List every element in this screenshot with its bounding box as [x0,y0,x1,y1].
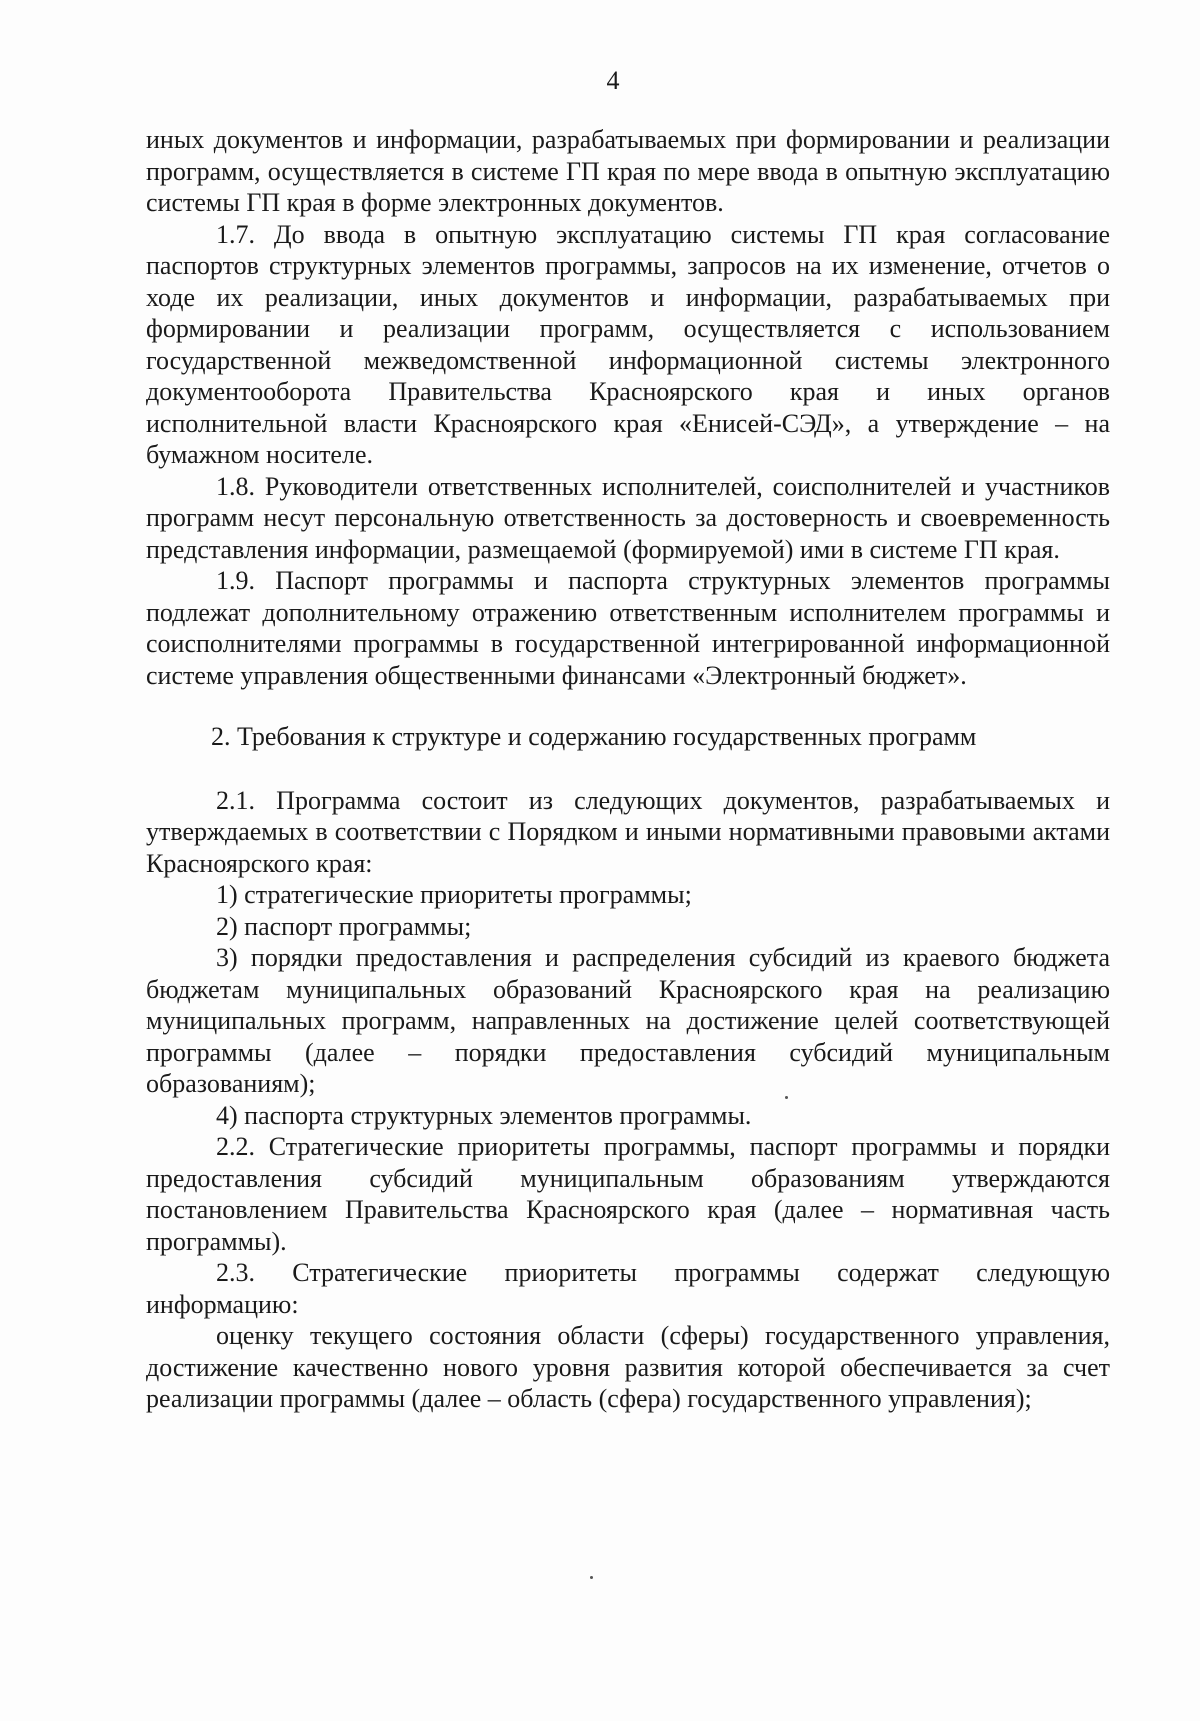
paragraph-1-7: 1.7. До ввода в опытную эксплуатацию системы ГП края согласование паспортов структурных элементов программы, запросов на их изменение, отчетов о ходе их реализации, иных документов и информации, разрабатываемых при формировании и реализации программ, осуществляется с использованием государственной межведомственной информационной системы электронного документооборота Правительства Красноярского края и иных органов исполнительной власти Красноярского края «Енисей-СЭД», а утверждение – на бумажном носителе. [146,219,1110,469]
list-item-4: 4) паспорта структурных элементов программы. [216,1100,752,1130]
scan-speck [590,1576,593,1579]
paragraph-assessment: оценку текущего состояния области (сферы) государственного управления, достижение качественно нового уровня развития которой обеспечивается за счет реализации программы (далее – область (сфера) государственного управления); [146,1321,1110,1413]
scan-speck [785,1096,788,1099]
list-item-3: 3) порядки предоставления и распределения субсидий из краевого бюджета бюджетам муниципальных образований Красноярского края на реализацию муниципальных программ, направленных на достижение целей соответствующей программы (далее – порядки предоставления субсидий муниципальным образованиям); [146,943,1110,1098]
list-item-1: 1) стратегические приоритеты программы; [216,880,692,909]
list-item-2: 2) паспорт программы; [216,911,472,941]
paragraph-continuation: иных документов и информации, разрабатываемых при формировании и реализации программ, осуществляется в системе ГП края по мере ввода в опытную эксплуатацию системы ГП края в форме электронных документов. [146,125,1110,217]
section-heading: 2. Требования к структуре и содержанию государственных программ [211,722,977,751]
paragraph-1-9: 1.9. Паспорт программы и паспорта структурных элементов программы подлежат дополнительному отражению ответственным исполнителем программы и соисполнителями программы в государственной интегрированной информационной системе управления общественными финансами «Электронный бюджет». [146,566,1110,690]
document-body [146,124,1110,1415]
paragraph-2-3: 2.3. Стратегические приоритеты программы содержат следующую информацию: [146,1258,1110,1319]
paragraph-2-1: 2.1. Программа состоит из следующих документов, разрабатываемых и утверждаемых в соответствии с Порядком и иными нормативными правовыми актами Красноярского края: [146,785,1110,878]
paragraph-2-2: 2.2. Стратегические приоритеты программы, паспорт программы и порядки предоставления субсидий муниципальным образованиям утверждаются постановлением Правительства Красноярского края (далее – нормативная часть программы). [146,1132,1110,1256]
paragraph-1-8: 1.8. Руководители ответственных исполнителей, соисполнителей и участников программ несут персональную ответственность за достоверность и своевременность представления информации, размещаемой (формируемой) ими в системе ГП края. [146,471,1110,564]
page-number: 4 [606,66,620,95]
